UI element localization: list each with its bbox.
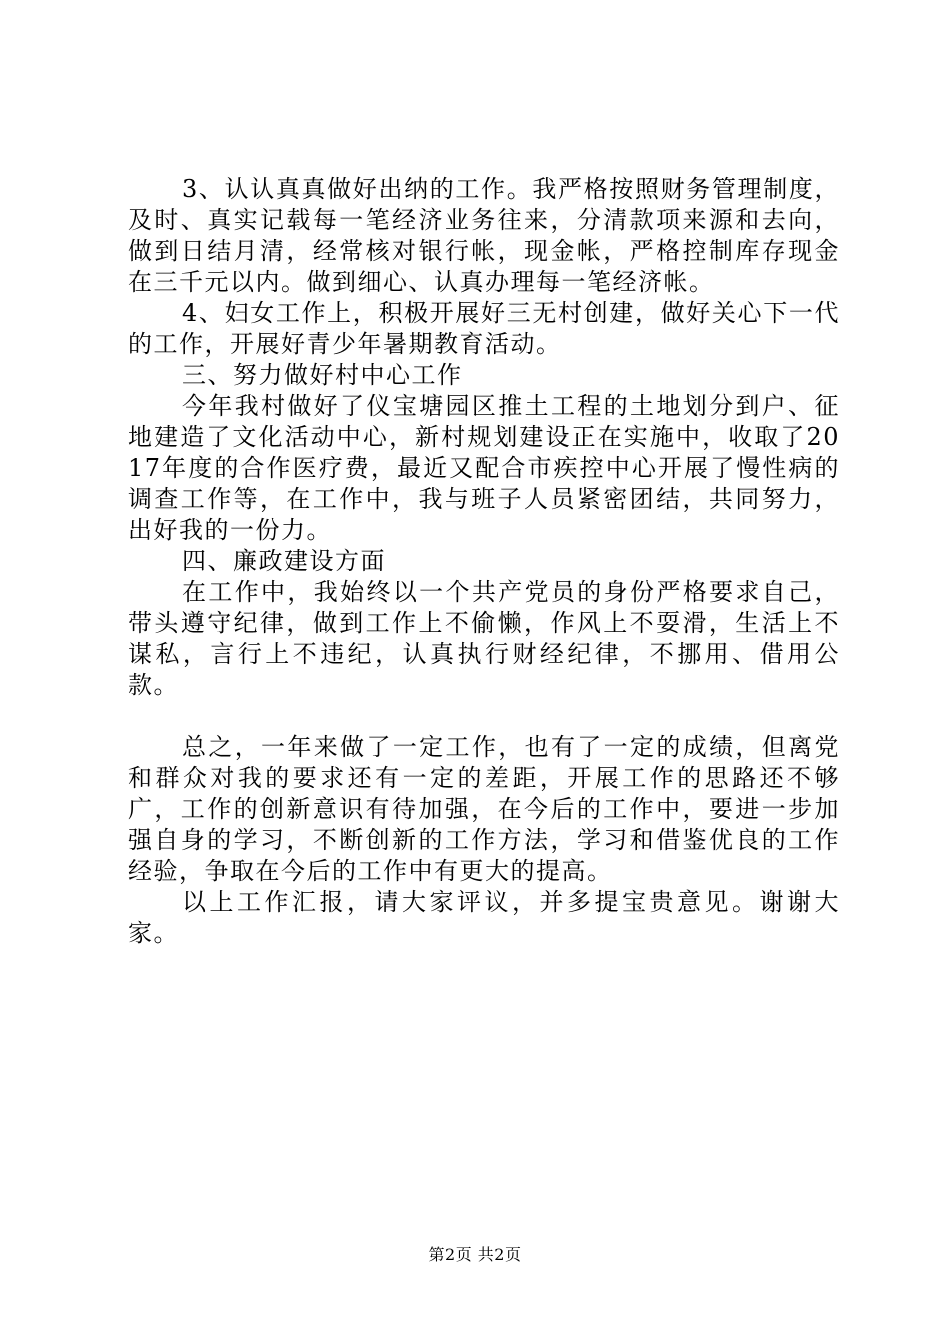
paragraph-women-work: 4、妇女工作上，积极开展好三无村创建，做好关心下一代的工作，开展好青少年暑期教育活动。 [128,299,840,358]
document-body [128,174,840,949]
paragraph-closing: 以上工作汇报，请大家评议，并多提宝贵意见。谢谢大家。 [128,888,840,947]
paragraph-village-center-work: 今年我村做好了仪宝塘园区推土工程的土地划分到户、征地建造了文化活动中心，新村规划建设正在实施中，收取了2017年度的合作医疗费，最近又配合市疾控中心开展了慢性病的调查工作等，在工作中，我与班子人员紧密团结，共同努力，出好我的一份力。 [128,392,840,544]
section-heading-village-center-work: 三、努力做好村中心工作 [182,361,463,389]
blank-line [128,701,840,732]
paragraph-summary: 总之，一年来做了一定工作，也有了一定的成绩，但离党和群众对我的要求还有一定的差距，开展工作的思路还不够广，工作的创新意识有待加强，在今后的工作中，要进一步加强自身的学习，不断创新的工作方法，学习和借鉴优良的工作经验，争取在今后的工作中有更大的提高。 [128,733,840,885]
paragraph-cashier-work: 3、认认真真做好出纳的工作。我严格按照财务管理制度，及时、真实记载每一笔经济业务往来，分清款项来源和去向，做到日结月清，经常核对银行帐，现金帐，严格控制库存现金在三千元以内。做到细心、认真办理每一笔经济帐。 [128,175,840,296]
page-footer: 第2页 共2页 [428,1245,522,1264]
paragraph-integrity: 在工作中，我始终以一个共产党员的身份严格要求自己，带头遵守纪律，做到工作上不偷懒，作风上不耍滑，生活上不谋私，言行上不违纪，认真执行财经纪律，不挪用、借用公款。 [128,578,840,699]
section-heading-integrity: 四、廉政建设方面 [182,547,386,575]
